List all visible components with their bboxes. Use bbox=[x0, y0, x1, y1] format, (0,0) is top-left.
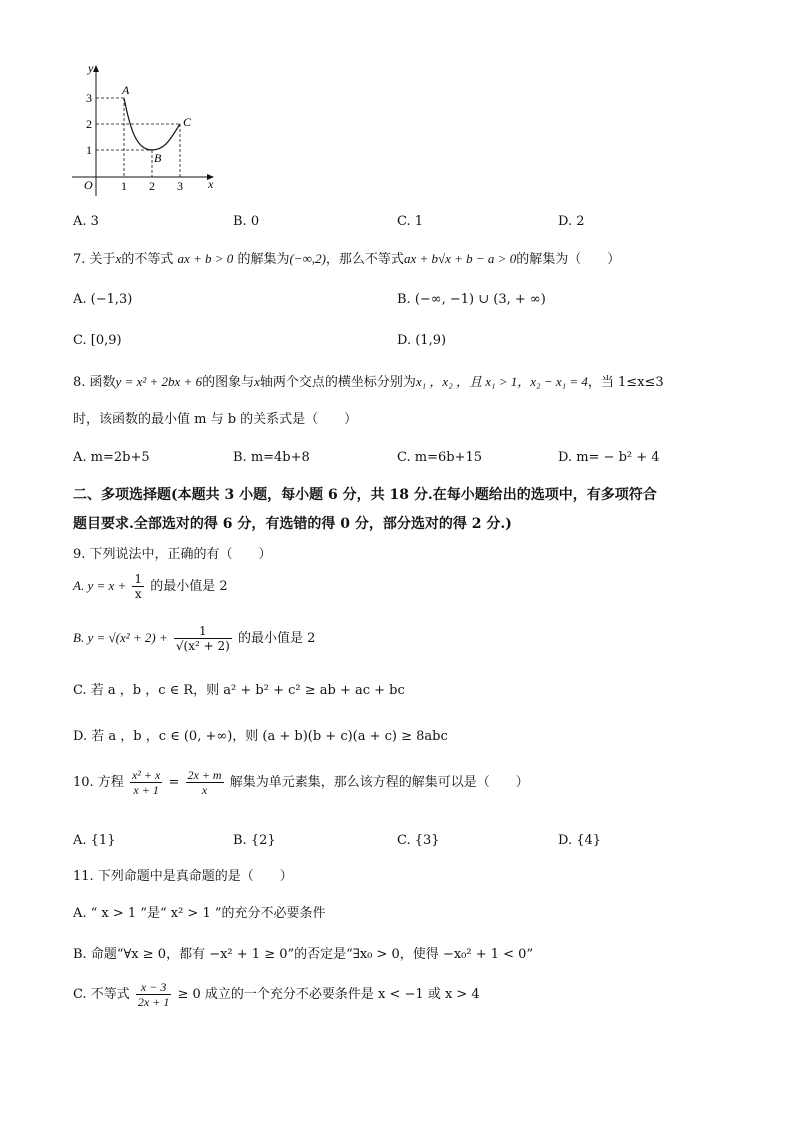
q9-option-d: D. 若 a ，b ，c ∈ (0, +∞)，则 (a + b)(b + c)(a + c) ≥ 8abc bbox=[73, 729, 448, 744]
q7-option-d: D. (1,9) bbox=[397, 333, 447, 348]
q7-option-b: B. (−∞, −1) ∪ (3, + ∞) bbox=[397, 292, 546, 307]
q8-option-d: D. m= − b² + 4 bbox=[558, 450, 660, 465]
q11-option-c: C. 不等式 $\frac{x - 3}{2x + 1}$ ≥ 0 成立的一个充分不必要条件是 x < −1 或 x > 4 bbox=[73, 980, 480, 1009]
q10-option-a: A. {1} bbox=[73, 833, 116, 848]
q9-option-b: B. y = √(x² + 2) + $\frac{1}{\text{√(x² + 2)}}$ 的最小值是 2 bbox=[73, 624, 316, 653]
q10-option-b: B. {2} bbox=[233, 833, 276, 848]
y-axis-arrow-icon bbox=[93, 65, 99, 72]
origin-label: O bbox=[84, 178, 93, 192]
q10-stem: 10. 方程 $\frac{\text{x² + x}}{x + 1}$ = $\frac{2x + m}{x}$ 解集为单元素集，那么该方程的解集可以是（ ） bbox=[73, 768, 529, 797]
q8-stem-line1: 8. 函数y = x² + 2bx + 6的图象与x轴两个交点的横坐标分别为x₁ ，x₂ ，且 x₁ > 1，x₂ − x₁ = 4，当 1≤x≤3 bbox=[73, 374, 664, 390]
section2-heading-line1: 二、多项选择题(本题共 3 小题，每小题 6 分，共 18 分.在每小题给出的选项中，有多项符合 bbox=[73, 487, 657, 503]
q9-stem: 9. 下列说法中，正确的有（ ） bbox=[73, 547, 272, 562]
q8-option-c: C. m=6b+15 bbox=[397, 450, 482, 465]
y-tick-1: 1 bbox=[86, 143, 92, 157]
y-tick-3: 3 bbox=[86, 91, 92, 105]
point-a-label: A bbox=[122, 83, 130, 97]
x-tick-1: 1 bbox=[121, 179, 127, 193]
x-axis-label: x bbox=[208, 177, 214, 191]
q6-option-b: B. 0 bbox=[233, 214, 260, 229]
q9-option-c: C. 若 a ，b ，c ∈ R，则 a² + b² + c² ≥ ab + ac + bc bbox=[73, 683, 405, 698]
y-tick-2: 2 bbox=[86, 117, 92, 131]
q8-option-b: B. m=4b+8 bbox=[233, 450, 310, 465]
q7-option-c: C. [0,9) bbox=[73, 333, 122, 348]
q8-option-a: A. m=2b+5 bbox=[73, 450, 150, 465]
section2-heading-line2: 题目要求.全部选对的得 6 分，有选错的得 0 分，部分选对的得 2 分.) bbox=[73, 516, 512, 532]
q6-option-c: C. 1 bbox=[397, 214, 424, 229]
q8-stem-line2: 时，该函数的最小值 m 与 b 的关系式是（ ） bbox=[73, 412, 358, 427]
q10-option-d: D. {4} bbox=[558, 833, 602, 848]
y-axis-label: y bbox=[88, 61, 94, 75]
q7-stem: 7. 关于x的不等式 ax + b > 0 的解集为(−∞,2)，那么不等式ax + b√x + b − a > 0的解集为（ ） bbox=[73, 251, 621, 267]
q11-option-a: A. “ x > 1 ”是“ x² > 1 ”的充分不必要条件 bbox=[73, 906, 326, 921]
point-b-label: B bbox=[154, 151, 162, 165]
q6-option-d: D. 2 bbox=[558, 214, 585, 229]
q6-option-a: A. 3 bbox=[73, 214, 99, 229]
q7-option-a: A. (−1,3) bbox=[73, 292, 133, 307]
q9-option-a: A. y = x + $\frac{1}{x}$ 的最小值是 2 bbox=[73, 572, 228, 601]
q10-option-c: C. {3} bbox=[397, 833, 440, 848]
x-tick-2: 2 bbox=[149, 179, 155, 193]
function-graph-figure bbox=[66, 58, 226, 203]
point-c-label: C bbox=[183, 115, 192, 129]
q11-stem: 11. 下列命题中是真命题的是（ ） bbox=[73, 869, 293, 884]
x-tick-3: 3 bbox=[177, 179, 183, 193]
q11-option-b: B. 命题“∀x ≥ 0，都有 −x² + 1 ≥ 0”的否定是“∃x₀ > 0，使得 −x₀² + 1 < 0” bbox=[73, 947, 534, 962]
